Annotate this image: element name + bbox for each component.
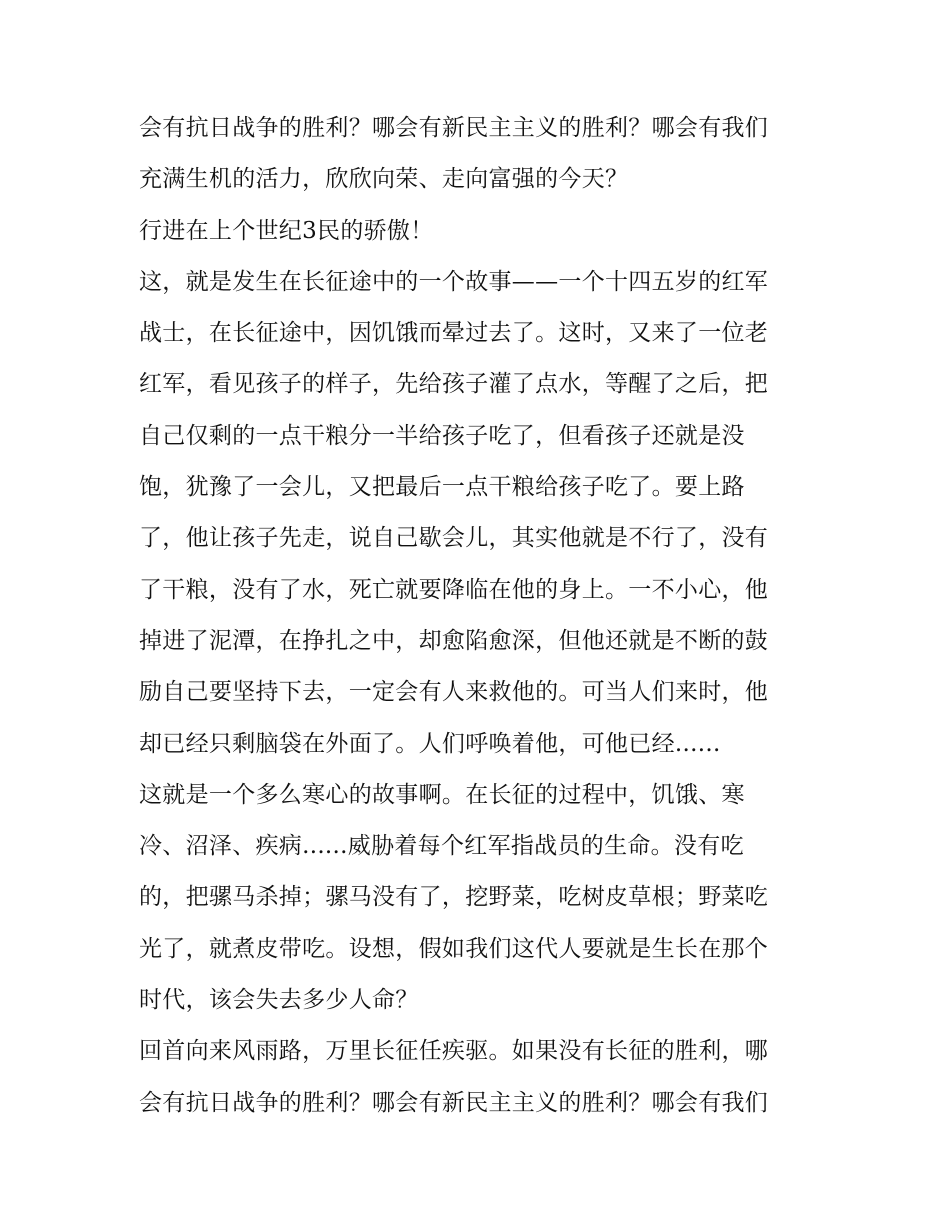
text-line: 行进在上个世纪3民的骄傲！: [139, 217, 434, 244]
text-line: 这就是一个多么寒心的故事啊。在长征的过程中，饥饿、寒: [139, 781, 745, 808]
text-line: 战士，在长征途中，因饥饿而晕过去了。这时，又来了一位老: [139, 320, 769, 347]
text-line: 励自己要坚持下去，一定会有人来救他的。可当人们来时，他: [139, 679, 769, 706]
text-line: 会有抗日战争的胜利？哪会有新民主主义的胜利？哪会有我们: [139, 115, 769, 141]
text-line: 红军，看见孩子的样子，先给孩子灌了点水，等醒了之后，把: [139, 371, 769, 398]
text-line: 时代，该会失去多少人命？: [139, 987, 419, 1014]
text-line: 充满生机的活力，欣欣向荣、走向富强的今天？: [139, 166, 629, 193]
text-line: 了，他让孩子先走，说自己歇会儿，其实他就是不行了，没有: [139, 525, 769, 552]
text-line: 会有抗日战争的胜利？哪会有新民主主义的胜利？哪会有我们: [139, 1089, 769, 1116]
text-line: 冷、沼泽、疾病......威胁着每个红军指战员的生命。没有吃: [139, 833, 744, 860]
text-line: 饱，犹豫了一会儿，又把最后一点干粮给孩子吃了。要上路: [139, 474, 745, 501]
text-line: 这，就是发生在长征途中的一个故事——一个十四五岁的红军: [139, 268, 769, 295]
text-line: 的，把骡马杀掉；骡马没有了，挖野菜，吃树皮草根；野菜吃: [139, 884, 769, 911]
text-line: 自己仅剩的一点干粮分一半给孩子吃了，但看孩子还就是没: [139, 422, 745, 449]
text-line: 回首向来风雨路，万里长征任疾驱。如果没有长征的胜利，哪: [139, 1038, 769, 1065]
text-line: 光了，就煮皮带吃。设想，假如我们这代人要就是生长在那个: [139, 935, 769, 962]
text-line: 却已经只剩脑袋在外面了。人们呼唤着他，可他已经......: [139, 730, 721, 757]
document-body: [139, 103, 819, 1129]
text-line: 掉进了泥潭，在挣扎之中，却愈陷愈深，但他还就是不断的鼓: [139, 627, 769, 654]
text-line: 了干粮，没有了水，死亡就要降临在他的身上。一不小心，他: [139, 576, 769, 603]
